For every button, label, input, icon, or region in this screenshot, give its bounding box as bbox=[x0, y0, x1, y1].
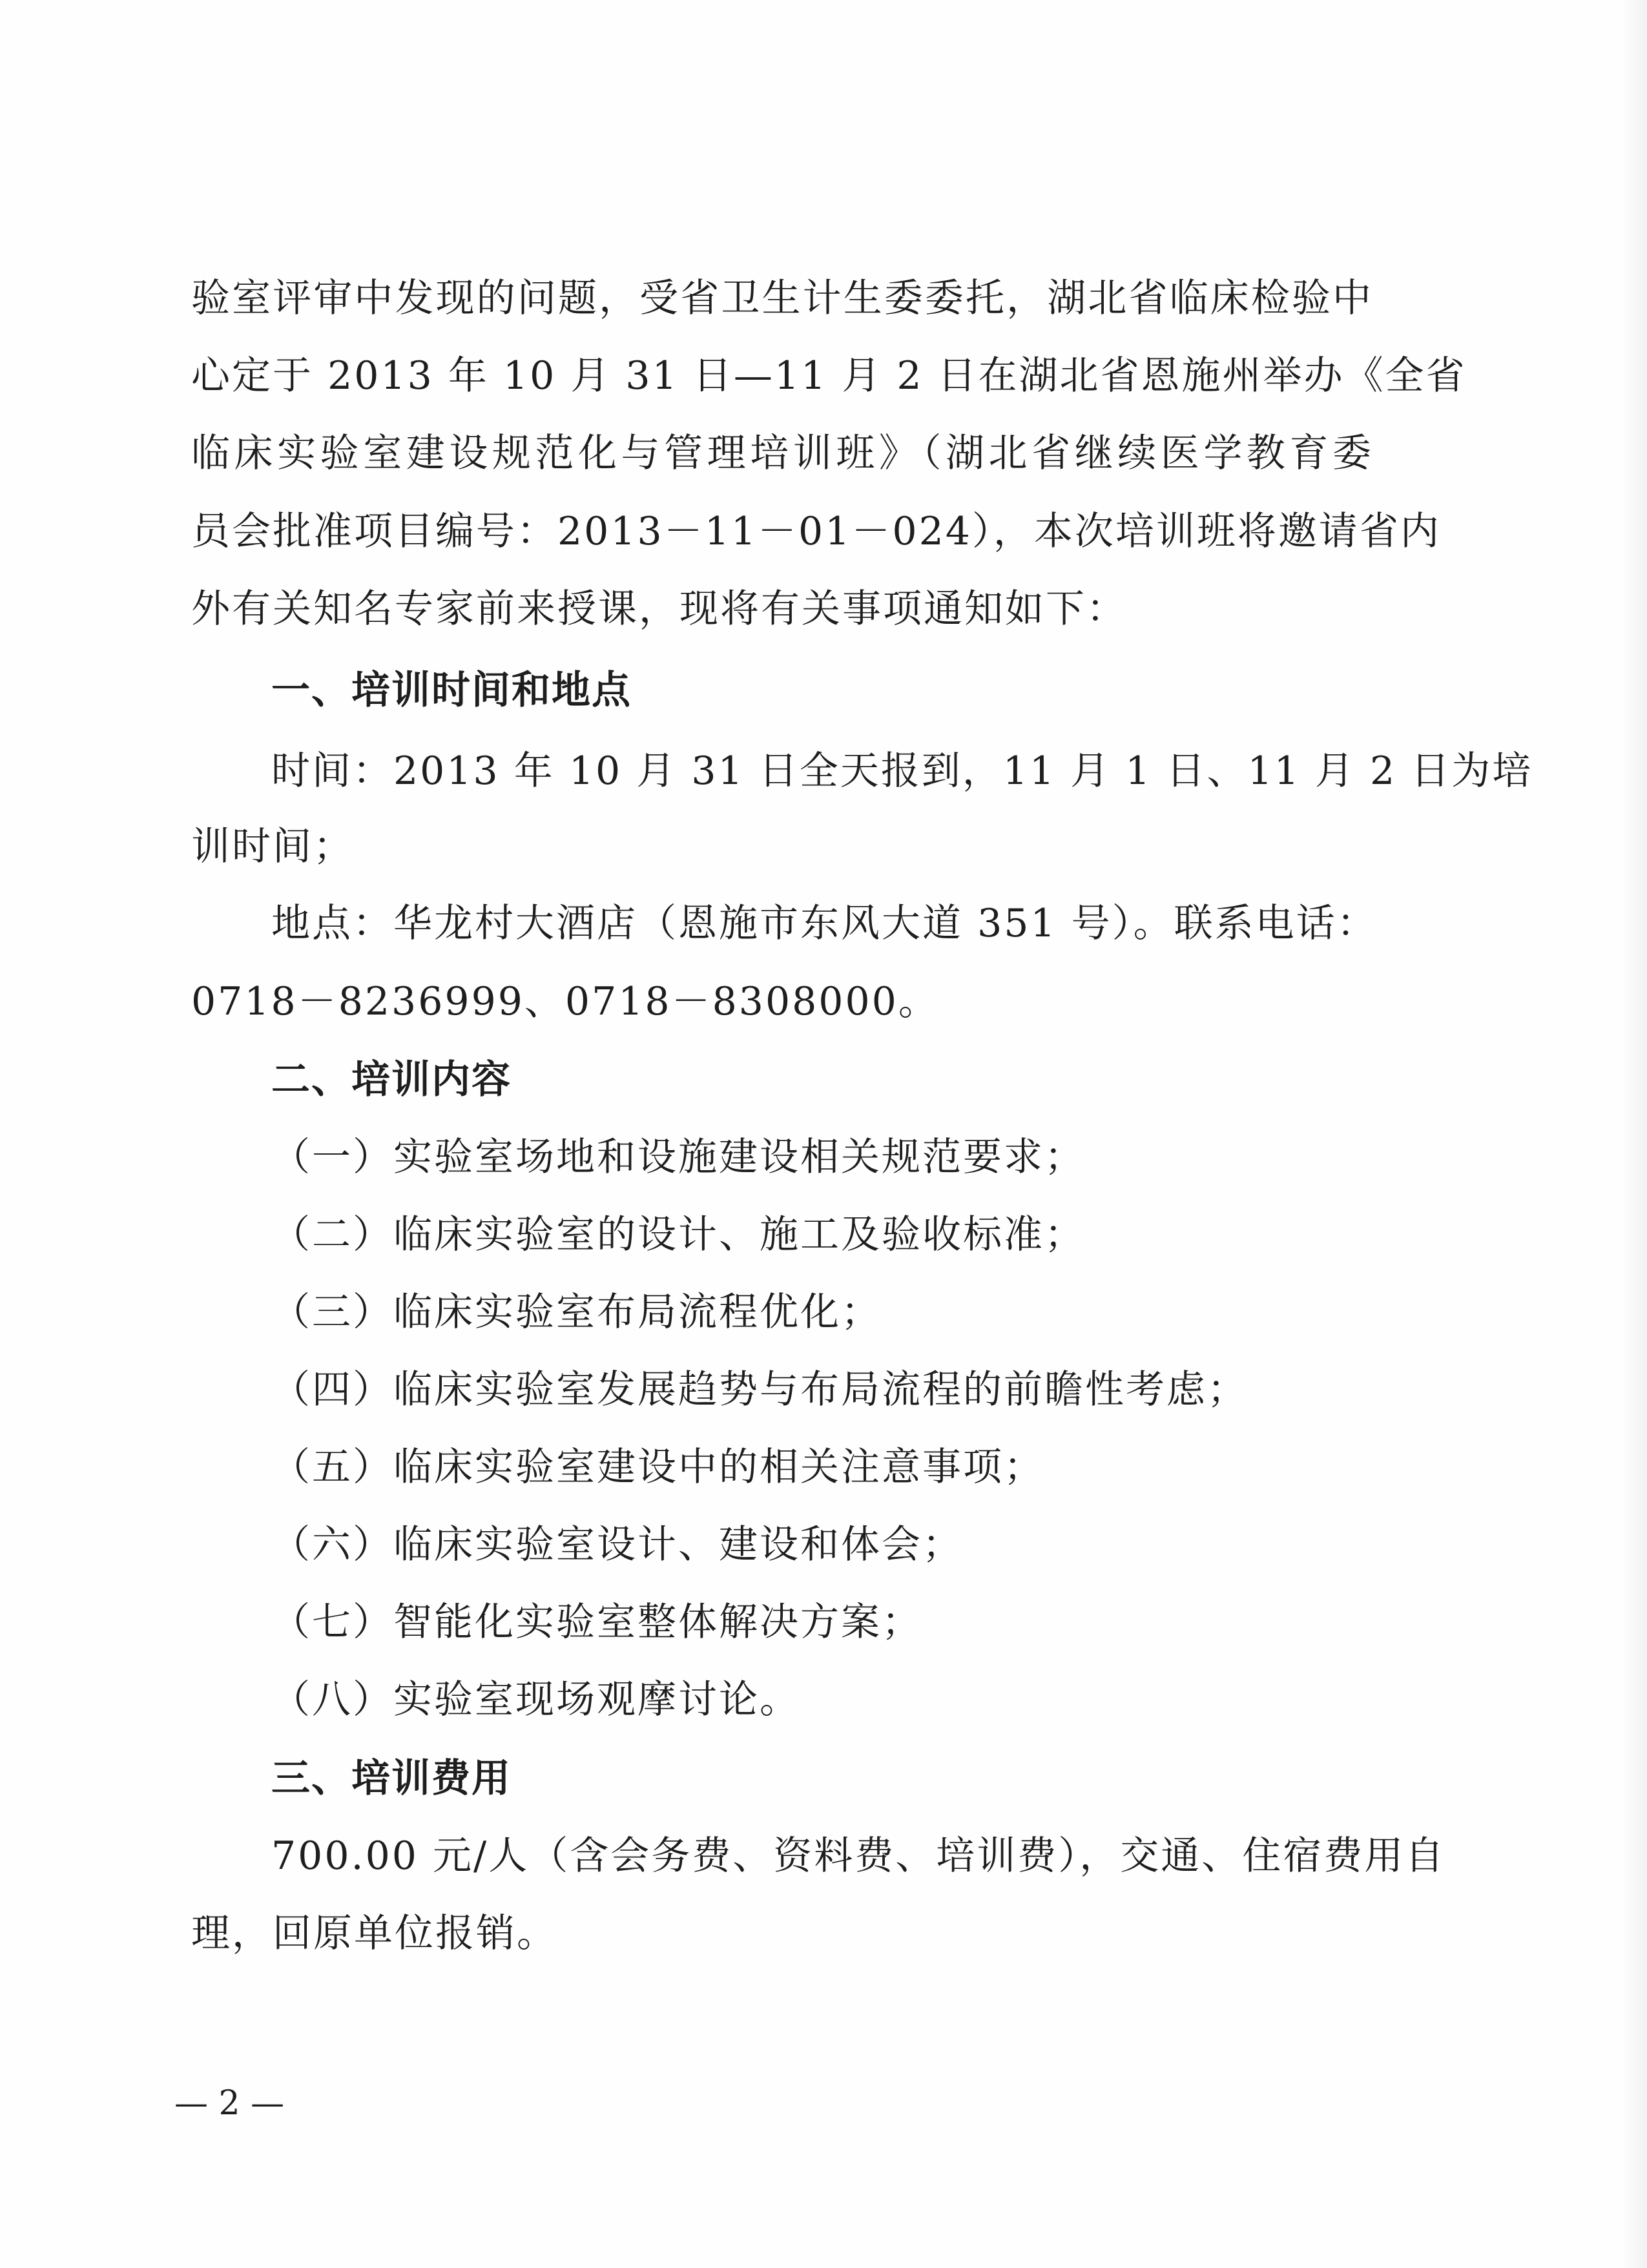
section2-item-1: （一）实验室场地和设施建设相关规范要求； bbox=[271, 1135, 1085, 1180]
section3-fee-line-2: 理，回原单位报销。 bbox=[191, 1911, 557, 1956]
section2-item-2: （二）临床实验室的设计、施工及验收标准； bbox=[271, 1212, 1085, 1257]
intro-line-1: 验室评审中发现的问题，受省卫生计生委委托，湖北省临床检验中 bbox=[191, 276, 1373, 321]
page-number: — 2 — bbox=[174, 2084, 285, 2123]
section2-item-7: （七）智能化实验室整体解决方案； bbox=[271, 1600, 922, 1645]
section2-item-8: （八）实验室现场观摩讨论。 bbox=[271, 1677, 800, 1722]
section2-item-5: （五）临床实验室建设中的相关注意事项； bbox=[271, 1445, 1044, 1490]
section1-time-line-2: 训时间； bbox=[191, 824, 354, 869]
section1-time-line-1: 时间：2013 年 10 月 31 日全天报到，11 月 1 日、11 月 2 日为培 bbox=[271, 748, 1533, 794]
section3-heading: 三、培训费用 bbox=[271, 1756, 512, 1801]
intro-line-5: 外有关知名专家前来授课，现将有关事项通知如下： bbox=[191, 586, 1127, 632]
intro-line-3: 临床实验室建设规范化与管理培训班》（湖北省继续医学教育委 bbox=[191, 431, 1373, 476]
intro-line-4: 员会批准项目编号：2013－11－01－024），本次培训班将邀请省内 bbox=[191, 509, 1441, 554]
section2-item-4: （四）临床实验室发展趋势与布局流程的前瞻性考虑； bbox=[271, 1367, 1248, 1412]
section1-heading: 一、培训时间和地点 bbox=[271, 668, 632, 713]
section2-heading: 二、培训内容 bbox=[271, 1057, 512, 1102]
section1-place-line-1: 地点：华龙村大酒店（恩施市东风大道 351 号）。联系电话： bbox=[271, 901, 1378, 946]
intro-line-2: 心定于 2013 年 10 月 31 日—11 月 2 日在湖北省恩施州举办《全省 bbox=[191, 353, 1467, 398]
section3-fee-line-1: 700.00 元/人（含会务费、资料费、培训费），交通、住宿费用自 bbox=[271, 1833, 1446, 1879]
scan-edge-shadow bbox=[1621, 0, 1647, 2268]
section1-place-line-2: 0718－8236999、0718－8308000。 bbox=[191, 979, 939, 1024]
section2-item-6: （六）临床实验室设计、建设和体会； bbox=[271, 1522, 963, 1567]
section2-item-3: （三）临床实验室布局流程优化； bbox=[271, 1290, 882, 1335]
